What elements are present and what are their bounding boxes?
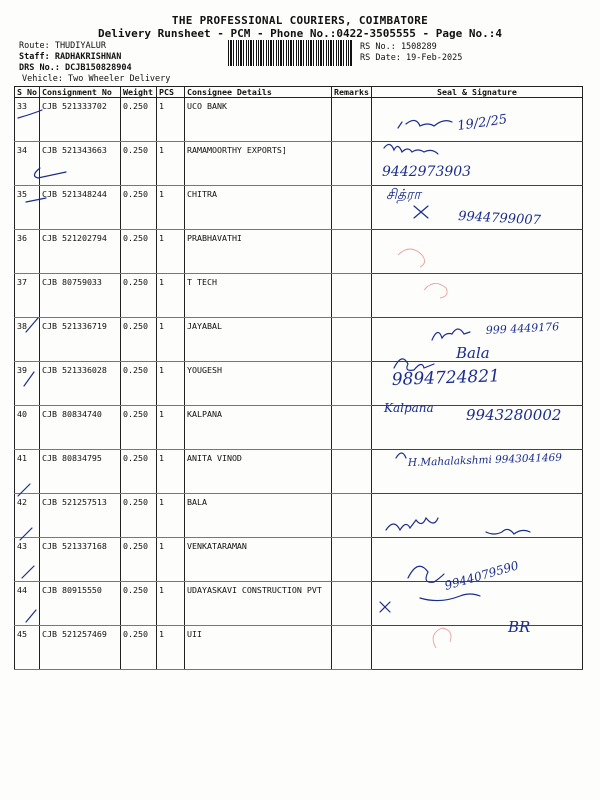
table-row xyxy=(15,98,583,142)
weight-cell: 0.250 xyxy=(120,538,156,582)
weight-cell: 0.250 xyxy=(120,450,156,494)
signature-cell xyxy=(371,318,582,362)
col-signature-header: Seal & Signature xyxy=(371,87,582,98)
pcs-cell: 1 xyxy=(156,626,184,670)
sno-cell: 39 xyxy=(15,362,40,406)
sno-cell: 38 xyxy=(15,318,40,362)
table-row xyxy=(15,582,583,626)
sno-cell: 40 xyxy=(15,406,40,450)
table-row xyxy=(15,230,583,274)
consignee-cell: YOUGESH xyxy=(184,362,331,406)
consignment-cell: CJB 80834795 xyxy=(39,450,120,494)
weight-cell: 0.250 xyxy=(120,582,156,626)
consignment-cell: CJB 521337168 xyxy=(39,538,120,582)
sno-cell: 41 xyxy=(15,450,40,494)
weight-cell: 0.250 xyxy=(120,318,156,362)
remarks-cell xyxy=(331,582,371,626)
consignee-cell: CHITRA xyxy=(184,186,331,230)
consignment-cell: CJB 521336028 xyxy=(39,362,120,406)
consignee-cell: UII xyxy=(184,626,331,670)
weight-cell: 0.250 xyxy=(120,362,156,406)
weight-cell: 0.250 xyxy=(120,98,156,142)
weight-cell: 0.250 xyxy=(120,494,156,538)
col-consignee-header: Consignee Details xyxy=(184,87,331,98)
col-sno-header: S No xyxy=(15,87,40,98)
runsheet-subtitle: Delivery Runsheet - PCM - Phone No.:0422-3505555 - Page No.:4 xyxy=(98,27,502,40)
sig45-initials: BR xyxy=(508,618,531,636)
col-consignment-header: Consignment No xyxy=(39,87,120,98)
signature-cell xyxy=(371,494,582,538)
pcs-cell: 1 xyxy=(156,98,184,142)
pcs-cell: 1 xyxy=(156,318,184,362)
weight-cell: 0.250 xyxy=(120,626,156,670)
signature-cell xyxy=(371,186,582,230)
consignee-cell: BALA xyxy=(184,494,331,538)
consignee-cell: KALPANA xyxy=(184,406,331,450)
pcs-cell: 1 xyxy=(156,406,184,450)
sig44-phone: 9944079590 xyxy=(442,558,521,593)
table-body xyxy=(15,98,583,670)
table-header-row xyxy=(15,87,583,98)
pcs-cell: 1 xyxy=(156,494,184,538)
table-row xyxy=(15,406,583,450)
signature-cell xyxy=(371,582,582,626)
pcs-cell: 1 xyxy=(156,186,184,230)
drs-number: DRS No.: DCJB150828904 xyxy=(19,63,132,73)
sno-cell: 33 xyxy=(15,98,40,142)
consignee-cell: JAYABAL xyxy=(184,318,331,362)
sno-cell: 34 xyxy=(15,142,40,186)
sno-cell: 35 xyxy=(15,186,40,230)
sno-cell: 43 xyxy=(15,538,40,582)
sig39-phone: 9894724821 xyxy=(391,366,501,390)
table-row xyxy=(15,362,583,406)
pcs-cell: 1 xyxy=(156,582,184,626)
remarks-cell xyxy=(331,274,371,318)
remarks-cell xyxy=(331,230,371,274)
consignee-cell: UDAYASKAVI CONSTRUCTION PVT xyxy=(184,582,331,626)
sno-cell: 44 xyxy=(15,582,40,626)
remarks-cell xyxy=(331,494,371,538)
pcs-cell: 1 xyxy=(156,538,184,582)
weight-cell: 0.250 xyxy=(120,406,156,450)
consignment-cell: CJB 80834740 xyxy=(39,406,120,450)
pcs-cell: 1 xyxy=(156,230,184,274)
col-weight-header: Weight xyxy=(120,87,156,98)
weight-cell: 0.250 xyxy=(120,142,156,186)
vehicle-label: Vehicle: Two Wheeler Delivery xyxy=(22,74,171,84)
table-row xyxy=(15,626,583,670)
remarks-cell xyxy=(331,186,371,230)
signature-cell xyxy=(371,142,582,186)
sno-cell: 45 xyxy=(15,626,40,670)
consignment-cell: CJB 521202794 xyxy=(39,230,120,274)
consignment-cell: CJB 80915550 xyxy=(39,582,120,626)
sig34-phone: 9442973903 xyxy=(382,164,472,180)
sig39-name: Bala xyxy=(456,344,490,362)
table-row xyxy=(15,318,583,362)
sig40-phone: 9943280002 xyxy=(466,406,562,424)
sig33-date: 19/2/25 xyxy=(456,112,509,134)
consignee-cell: PRABHAVATHI xyxy=(184,230,331,274)
sig35-phone: 9944799007 xyxy=(457,209,542,229)
sno-cell: 37 xyxy=(15,274,40,318)
consignment-cell: CJB 521343663 xyxy=(39,142,120,186)
weight-cell: 0.250 xyxy=(120,274,156,318)
runsheet-table xyxy=(14,86,583,670)
table-row xyxy=(15,274,583,318)
remarks-cell xyxy=(331,362,371,406)
company-title: THE PROFESSIONAL COURIERS, COIMBATORE xyxy=(171,14,429,27)
consignee-cell: RAMAMOORTHY EXPORTS] xyxy=(184,142,331,186)
consignment-cell: CJB 521336719 xyxy=(39,318,120,362)
remarks-cell xyxy=(331,626,371,670)
col-remarks-header: Remarks xyxy=(331,87,371,98)
remarks-cell xyxy=(331,538,371,582)
barcode xyxy=(228,40,352,66)
pcs-cell: 1 xyxy=(156,142,184,186)
table-row xyxy=(15,142,583,186)
remarks-cell xyxy=(331,98,371,142)
consignment-cell: CJB 521348244 xyxy=(39,186,120,230)
weight-cell: 0.250 xyxy=(120,230,156,274)
sig41-text: H.Mahalakshmi 9943041469 xyxy=(407,451,563,469)
remarks-cell xyxy=(331,142,371,186)
consignee-cell: VENKATARAMAN xyxy=(184,538,331,582)
remarks-cell xyxy=(331,450,371,494)
table-row xyxy=(15,450,583,494)
pcs-cell: 1 xyxy=(156,362,184,406)
staff-label: Staff: RADHAKRISHNAN xyxy=(19,52,122,62)
consignment-cell: CJB 521257469 xyxy=(39,626,120,670)
remarks-cell xyxy=(331,406,371,450)
signature-cell xyxy=(371,230,582,274)
consignee-cell: ANITA VINOD xyxy=(184,450,331,494)
signature-cell xyxy=(371,406,582,450)
consignment-cell: CJB 521333702 xyxy=(39,98,120,142)
remarks-cell xyxy=(331,318,371,362)
rs-number: RS No.: 1508289 xyxy=(360,42,437,52)
signature-cell xyxy=(371,538,582,582)
table-row xyxy=(15,538,583,582)
pcs-cell: 1 xyxy=(156,450,184,494)
pcs-cell: 1 xyxy=(156,274,184,318)
sig40-name: Kalpana xyxy=(384,401,434,415)
route-label: Route: THUDIYALUR xyxy=(19,41,106,51)
signature-cell xyxy=(371,450,582,494)
rs-date: RS Date: 19-Feb-2025 xyxy=(360,53,463,63)
col-pcs-header: PCS xyxy=(156,87,184,98)
signature-cell xyxy=(371,98,582,142)
consignment-cell: CJB 521257513 xyxy=(39,494,120,538)
signature-cell xyxy=(371,626,582,670)
consignment-cell: CJB 80759033 xyxy=(39,274,120,318)
sig38-phone: 999 4449176 xyxy=(485,320,560,337)
sno-cell: 36 xyxy=(15,230,40,274)
signature-cell xyxy=(371,362,582,406)
sig35-name: சித்ரா xyxy=(386,187,421,203)
table-row xyxy=(15,494,583,538)
weight-cell: 0.250 xyxy=(120,186,156,230)
sno-cell: 42 xyxy=(15,494,40,538)
table-row xyxy=(15,186,583,230)
consignee-cell: T TECH xyxy=(184,274,331,318)
consignee-cell: UCO BANK xyxy=(184,98,331,142)
signature-cell xyxy=(371,274,582,318)
